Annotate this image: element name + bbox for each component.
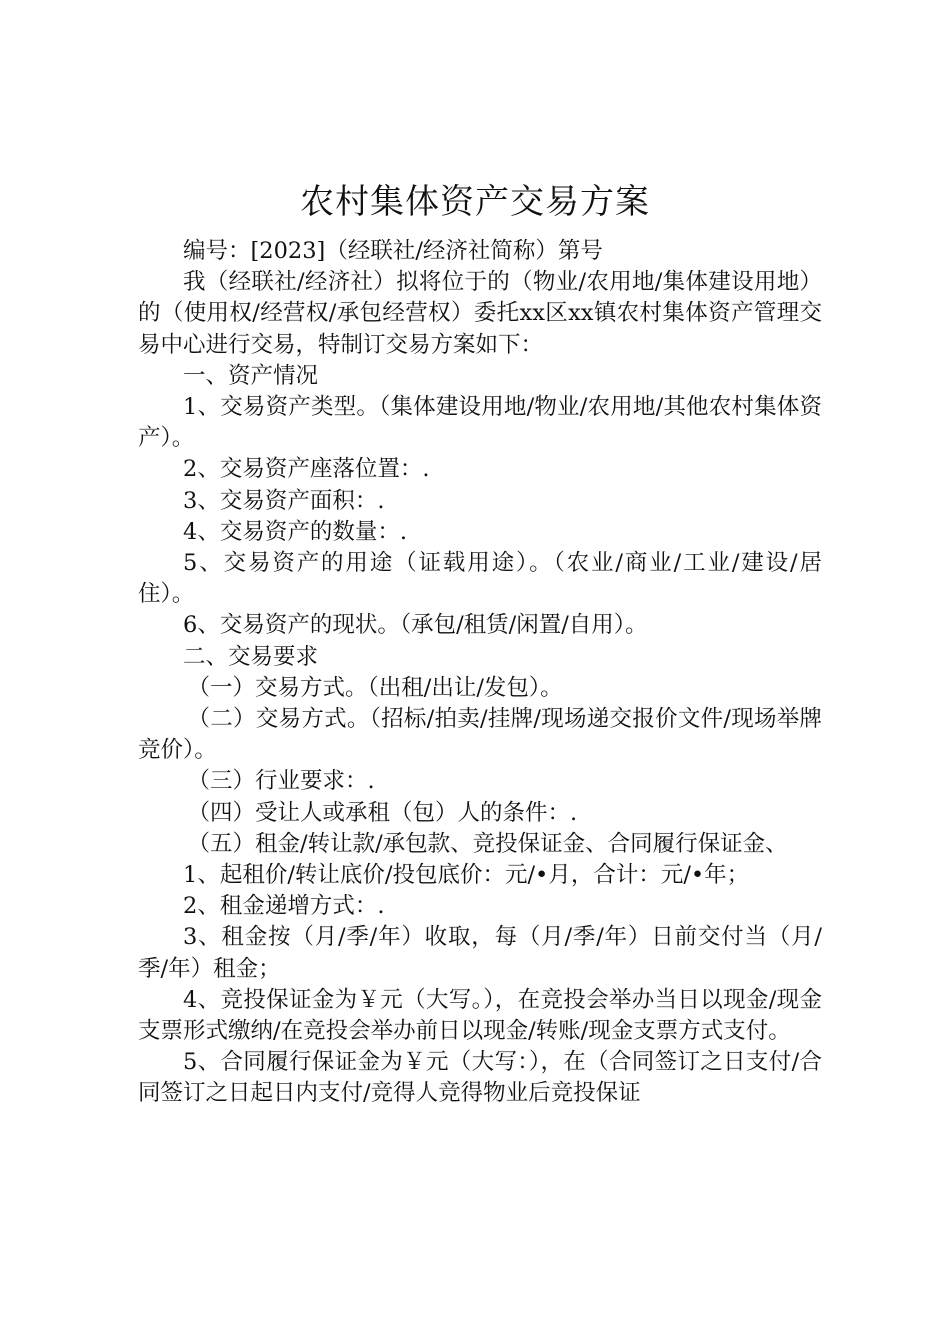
list-item: 5、交易资产的用途（证载用途）。（农业/商业/工业/建设/居住）。 bbox=[138, 550, 822, 608]
section-heading: 一、资产情况 bbox=[183, 362, 319, 389]
sub-item: （一）交易方式。（出租/出让/发包）。 bbox=[187, 674, 563, 701]
list-item: 4、竞投保证金为￥元（大写。），在竞投会举办当日以现金/现金支票形式缴纳/在竞投会举办前日以现金/转账/现金支票方式支付。 bbox=[138, 986, 822, 1045]
list-item: 1、起租价/转让底价/投包底价：元/•月，合计：元/•年； bbox=[183, 862, 750, 889]
list-item: 2、交易资产座落位置：. bbox=[183, 456, 430, 483]
list-item: 1、交易资产类型。（集体建设用地/物业/农用地/其他农村集体资产）。 bbox=[138, 394, 822, 452]
list-item: 3、交易资产面积：. bbox=[183, 487, 385, 514]
sub-item: （五）租金/转让款/承包款、竞投保证金、合同履行保证金、 bbox=[187, 830, 788, 857]
list-item: 5、合同履行保证金为￥元（大写：），在（合同签订之日支付/合同签订之日起日内支付/竞得人竞得物业后竞投保证 bbox=[138, 1049, 822, 1107]
document-body bbox=[138, 236, 822, 1110]
document-number: 编号：[2023]（经联社/经济社简称）第号 bbox=[183, 238, 603, 264]
list-item: 4、交易资产的数量：. bbox=[183, 518, 407, 545]
intro-paragraph: 我（经联社/经济社）拟将位于的（物业/农用地/集体建设用地）的（使用权/经营权/承包经营权）委托xx区xx镇农村集体资产管理交易中心进行交易，特制订交易方案如下： bbox=[138, 269, 822, 358]
sub-item: （二）交易方式。（招标/拍卖/挂牌/现场递交报价文件/现场举牌竞价）。 bbox=[138, 706, 822, 764]
sub-item: （三）行业要求：. bbox=[187, 768, 375, 795]
section-heading: 二、交易要求 bbox=[183, 643, 319, 670]
sub-item: （四）受让人或承租（包）人的条件：. bbox=[187, 799, 578, 826]
document-title: 农村集体资产交易方案 bbox=[300, 182, 650, 222]
list-item: 2、租金递增方式：. bbox=[183, 893, 385, 920]
list-item: 6、交易资产的现状。（承包/租赁/闲置/自用）。 bbox=[183, 612, 648, 639]
list-item: 3、租金按（月/季/年）收取，每（月/季/年）日前交付当（月/季/年）租金； bbox=[138, 924, 822, 982]
